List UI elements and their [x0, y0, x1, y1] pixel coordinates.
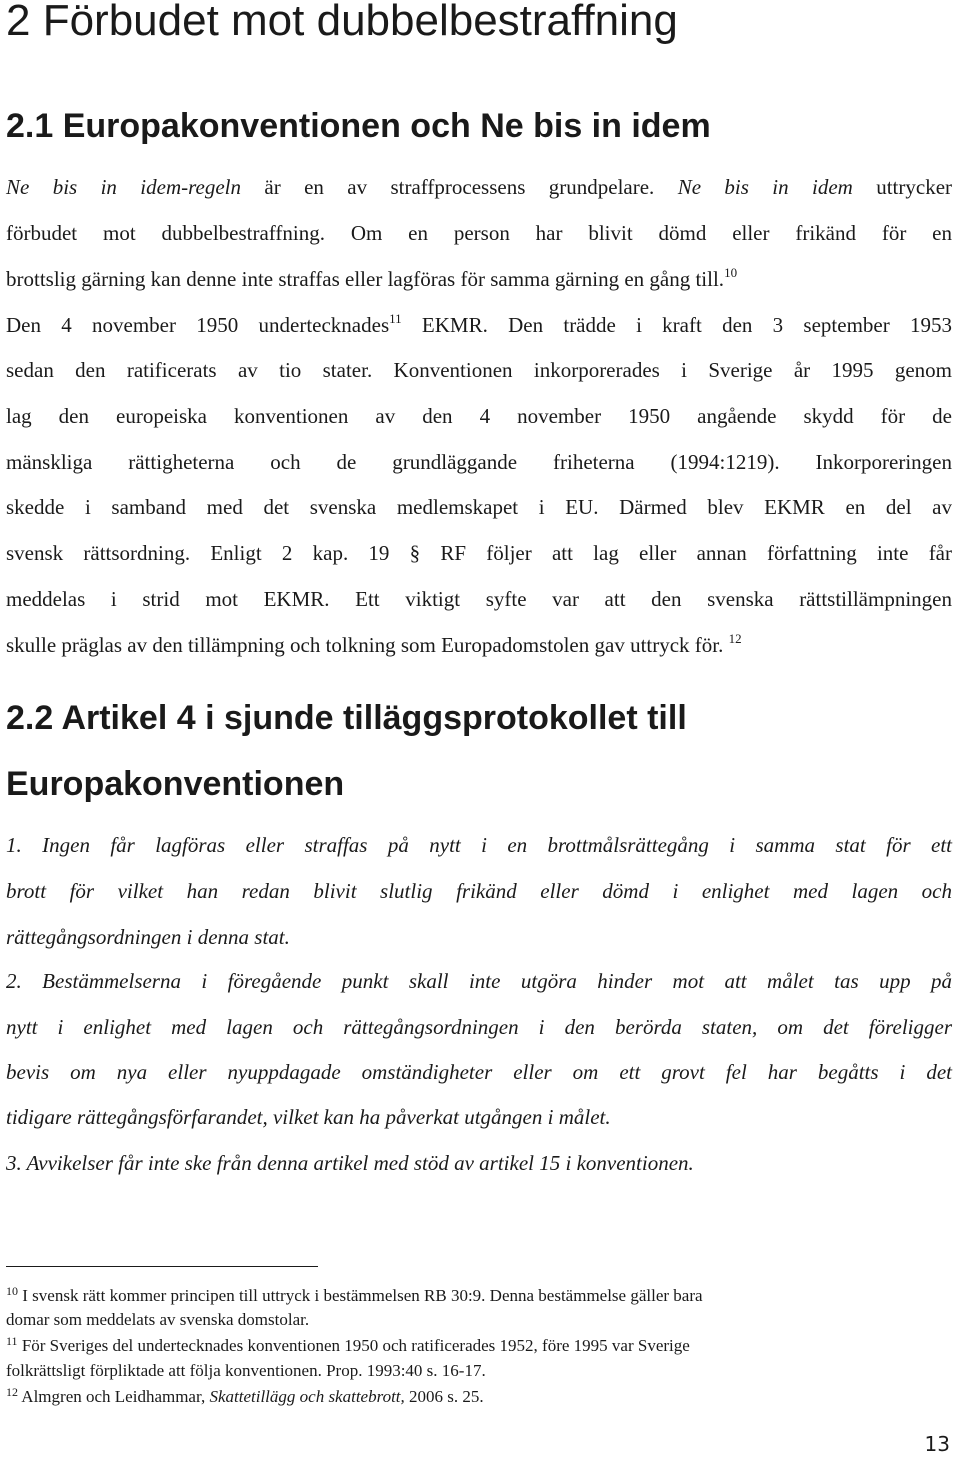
article-line: 1. Ingen får lagföras eller straffas på nytt i en brottmålsrättegång i samma stat för ett: [6, 833, 952, 857]
body-line: brottslig gärning kan denne inte straffas eller lagföras för samma gärning en gång till.$^{10}$: [6, 265, 738, 291]
article-line: nytt i enlighet med lagen och rättegångsordningen i den berörda staten, om det föreligger: [6, 1015, 952, 1039]
article-line: bevis om nya eller nyuppdagade omständigheter eller om ett grovt fel har begåtts i det: [6, 1060, 952, 1084]
body-line: sedan den ratificerats av tio stater. Konventionen inkorporerades i Sverige år 1995 genom: [6, 358, 952, 382]
body-line: meddelas i strid mot EKMR. Ett viktigt syfte var att den svenska rättstillämpningen: [6, 587, 952, 611]
body-line: Ne bis in idem-regeln är en av straffprocessens grundpelare. Ne bis in idem uttrycker: [6, 175, 953, 199]
body-line: Den 4 november 1950 undertecknades$^{11}$ EKMR. Den trädde i kraft den 3 september 1953: [6, 311, 952, 337]
page-number: 13: [924, 1432, 950, 1456]
article-line: rättegångsordningen i denna stat.: [6, 925, 290, 949]
body-line: svensk rättsordning. Enligt 2 kap. 19 § RF följer att lag eller annan författning inte får: [6, 541, 952, 565]
footnote-divider: [6, 1266, 318, 1267]
body-line: mänskliga rättigheterna och de grundläggande friheterna (1994:1219). Inkorporeringen: [6, 450, 952, 474]
body-line: förbudet mot dubbelbestraffning. Om en person har blivit dömd eller frikänd för en: [6, 221, 952, 245]
section-heading-2-2-line1: 2.2 Artikel 4 i sjunde tilläggsprotokollet till: [6, 699, 687, 737]
section-heading-2-2-line2: Europakonventionen: [6, 765, 345, 803]
chapter-heading: 2 Förbudet mot dubbelbestraffning: [6, 0, 678, 45]
footnote-11: $^{11}$ För Sveriges del undertecknades konventionen 1950 och ratificerades 1952, före 1995 var Sverige: [6, 1334, 690, 1355]
article-line: brott för vilket han redan blivit slutlig frikänd eller dömd i enlighet med lagen och: [6, 879, 952, 903]
footnote-10-cont: domar som meddelats av svenska domstolar.: [6, 1310, 310, 1329]
footnote-ref-10[interactable]: 10: [724, 265, 738, 280]
article-line: 2. Bestämmelserna i föregående punkt skall inte utgöra hinder mot att målet tas upp på: [6, 969, 952, 993]
article-line: 3. Avvikelser får inte ske från denna artikel med stöd av artikel 15 i konventionen.: [6, 1151, 694, 1175]
footnote-12: $^{12}$ Almgren och Leidhammar, Skattetillägg och skattebrott, 2006 s. 25.: [6, 1385, 484, 1406]
section-heading-2-1: 2.1 Europakonventionen och Ne bis in idem: [6, 107, 711, 145]
footnote-10: $^{10}$ I svensk rätt kommer principen till uttryck i bestämmelsen RB 30:9. Denna bestämmelse gäller bara: [6, 1284, 703, 1305]
article-line: tidigare rättegångsförfarandet, vilket kan ha påverkat utgången i målet.: [6, 1105, 611, 1129]
footnote-11-cont: folkrättsligt förpliktade att följa konventionen. Prop. 1993:40 s. 16-17.: [6, 1361, 486, 1380]
body-line: skulle präglas av den tillämpning och tolkning som Europadomstolen gav uttryck för. $^{12}$: [6, 631, 742, 657]
footnote-ref-11[interactable]: 11: [389, 311, 402, 326]
body-line: skedde i samband med det svenska medlemskapet i EU. Därmed blev EKMR en del av: [6, 495, 952, 519]
footnote-ref-12[interactable]: 12: [728, 631, 742, 646]
body-line: lag den europeiska konventionen av den 4 november 1950 angående skydd för de: [6, 404, 952, 428]
